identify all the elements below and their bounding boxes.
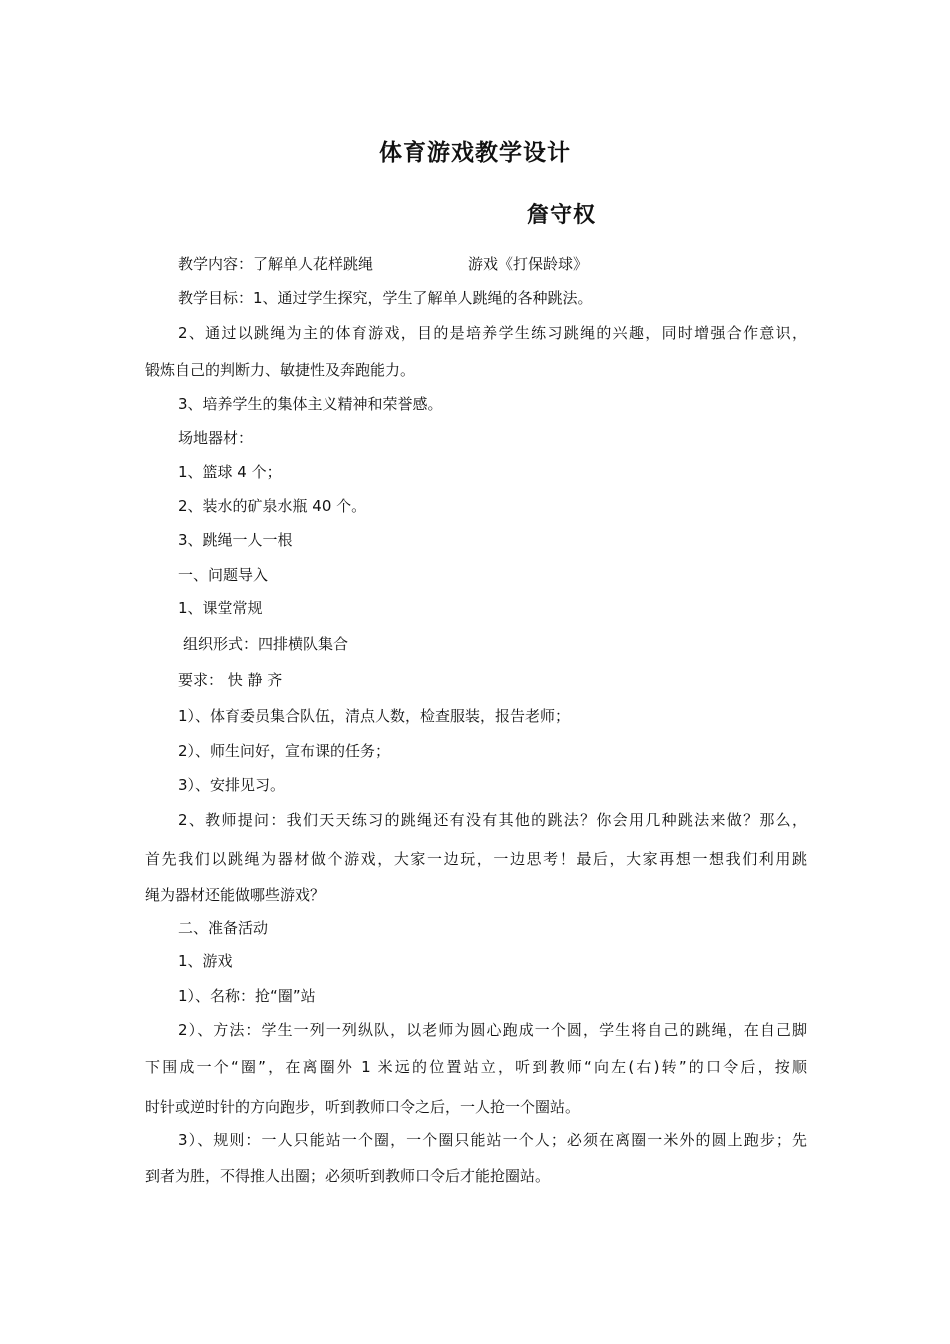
paragraph-line: 1、游戏 <box>178 952 233 970</box>
paragraph-line: 2）、方法：学生一列一列纵队，以老师为圆心跑成一个圆，学生将自己的跳绳，在自己脚 <box>178 1021 807 1039</box>
paragraph-line: 2、教师提问：我们天天练习的跳绳还有没有其他的跳法？你会用几种跳法来做？那么， <box>178 811 807 829</box>
teaching-content-label: 教学内容：了解单人花样跳绳 <box>178 255 374 273</box>
paragraph-line: 1、课堂常规 <box>178 599 263 617</box>
paragraph-line: 锻炼自己的判断力、敏捷性及奔跑能力。 <box>145 361 416 379</box>
paragraph-line: 到者为胜，不得推人出圈；必须听到教师口令后才能抢圈站。 <box>145 1167 551 1185</box>
paragraph-line: 绳为器材还能做哪些游戏？ <box>145 886 326 904</box>
paragraph-line: 2、装水的矿泉水瓶 40 个。 <box>178 497 367 515</box>
paragraph-line: 2、通过以跳绳为主的体育游戏，目的是培养学生练习跳绳的兴趣，同时增强合作意识， <box>178 324 807 342</box>
paragraph-line: 1、篮球 4 个； <box>178 463 282 481</box>
paragraph-line: 时针或逆时针的方向跑步，听到教师口令之后，一人抢一个圈站。 <box>145 1098 581 1116</box>
paragraph-line: 组织形式：四排横队集合 <box>183 635 349 653</box>
paragraph-line: 3）、规则：一人只能站一个圈，一个圈只能站一个人；必须在离圈一米外的圆上跑步；先 <box>178 1131 807 1149</box>
paragraph-line: 1）、体育委员集合队伍，清点人数，检查服装，报告老师； <box>178 707 571 725</box>
document-title: 体育游戏教学设计 <box>379 140 571 166</box>
paragraph-line: 2）、师生问好，宣布课的任务； <box>178 742 391 760</box>
paragraph-line: 3）、安排见习。 <box>178 776 286 794</box>
paragraph-line: 教学目标：1、通过学生探究，学生了解单人跳绳的各种跳法。 <box>178 289 593 307</box>
paragraph-line: 1）、名称：抢“圈”站 <box>178 987 316 1005</box>
paragraph-line: 场地器材： <box>178 429 254 447</box>
paragraph-line: 下围成一个“圈”，在离圈外 1 米远的位置站立，听到教师“向左(右)转”的口令后，按顺 <box>145 1058 807 1076</box>
teaching-game-label: 游戏《打保龄球》 <box>468 255 589 273</box>
section-heading: 二、准备活动 <box>178 919 269 937</box>
paragraph-line: 首先我们以跳绳为器材做个游戏，大家一边玩，一边思考！最后，大家再想一想我们利用跳 <box>145 850 807 868</box>
section-heading: 一、问题导入 <box>178 566 269 584</box>
author-name: 詹守权 <box>527 203 597 228</box>
paragraph-line: 3、跳绳一人一根 <box>178 531 293 549</box>
paragraph-line: 3、培养学生的集体主义精神和荣誉感。 <box>178 395 443 413</box>
paragraph-line: 要求： 快 静 齐 <box>178 671 283 689</box>
